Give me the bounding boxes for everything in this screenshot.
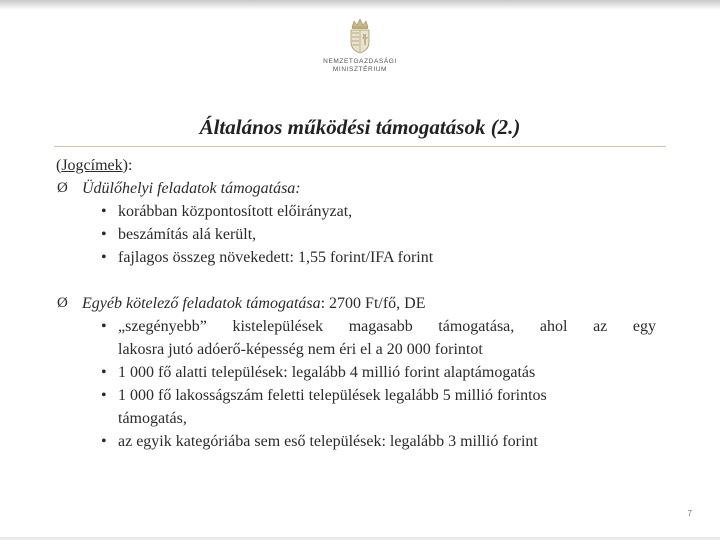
ministry-line1: NEMZETGAZDASÁGI — [323, 58, 397, 65]
slide-content — [56, 154, 656, 453]
list-item: • „szegényebb” kistelepülések magasabb támogatása, ahol az egy — [56, 315, 656, 338]
arrow-bullet-icon: Ø — [57, 180, 68, 196]
bullet-icon: • — [101, 387, 107, 404]
list-item-continuation: lakosra jutó adóerő-képesség nem éri el a 20 000 forintot — [118, 341, 483, 358]
jogcimek-label: (Jogcímek): — [56, 157, 133, 174]
bullet-icon: • — [101, 203, 107, 220]
hungarian-coat-of-arms-icon — [346, 18, 374, 54]
list-item: • korábban központosított előirányzat, — [56, 200, 656, 223]
list-item: • 1 000 fő alatti települések: legalább 4 millió forint alaptámogatás — [56, 361, 656, 384]
list-item-continuation: támogatás, — [118, 410, 187, 427]
list-item: • 1 000 fő lakosságszám feletti települések legalább 5 millió forintos — [56, 384, 656, 407]
ministry-name — [318, 58, 402, 74]
bullet-icon: • — [101, 226, 107, 243]
top-shadow — [0, 0, 720, 10]
bullet-icon: • — [101, 249, 107, 266]
list-item: • az egyik kategóriába sem eső települések: legalább 3 millió forint — [56, 430, 656, 453]
list-item: • beszámítás alá került, — [56, 223, 656, 246]
list-item: • fajlagos összeg növekedett: 1,55 forint/IFA forint — [56, 246, 656, 269]
bullet-icon: • — [101, 364, 107, 381]
bullet-icon: • — [101, 318, 107, 335]
bullet-icon: • — [101, 433, 107, 450]
slide-title: Általános működési támogatások (2.) — [199, 115, 521, 139]
ministry-line2: MINISZTÉRIUM — [332, 66, 388, 73]
title-divider — [54, 146, 666, 147]
section2-heading: Ø Egyéb kötelező feladatok támogatása: 2700 Ft/fő, DE — [56, 292, 656, 315]
section1-heading: Ø Üdülőhelyi feladatok támogatása: — [56, 177, 656, 200]
arrow-bullet-icon: Ø — [57, 295, 68, 311]
page-number: 7 — [687, 509, 692, 518]
jogcimek-word: Jogcímek — [61, 157, 123, 174]
ministry-logo — [318, 18, 402, 74]
